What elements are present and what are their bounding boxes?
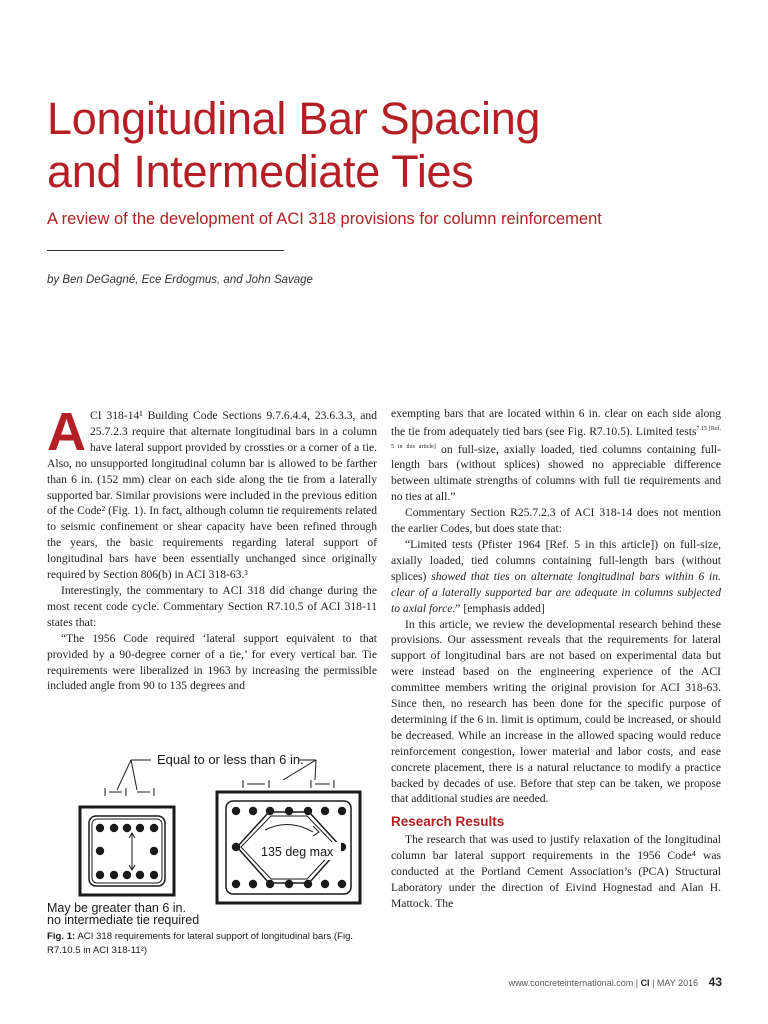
- small-column-section: [80, 807, 174, 895]
- title-divider: [47, 250, 284, 251]
- angle-arc: [265, 824, 313, 832]
- footer-date: MAY 2016: [656, 978, 699, 988]
- title-line-2: and Intermediate Ties: [47, 146, 474, 197]
- rebar-dot: [304, 807, 312, 815]
- intro-paragraph: [47, 402, 377, 583]
- section-heading: Research Results: [391, 814, 505, 830]
- footer-site: www.concreteinternational.com: [508, 978, 634, 988]
- rebar-dot: [232, 843, 240, 851]
- reference-superscript: 7.15 [Ref. 5 in this article]: [391, 425, 721, 450]
- page-footer: www.concreteinternational.com | CI | MAY 2016 43: [508, 975, 722, 989]
- paragraph: Interestingly, the commentary to ACI 318 did change during the most recent code cycle. Commentary Section R7.10.5 of ACI 318-11 states that:: [47, 583, 377, 629]
- page-number: 43: [708, 975, 722, 989]
- figure-label-bottom-1: May be greater than 6 in.: [47, 901, 186, 915]
- article-title: [47, 92, 747, 198]
- figure-label-bottom-2: no intermediate tie required: [47, 913, 200, 927]
- rebar-dot: [321, 807, 329, 815]
- rebar-dot: [338, 807, 346, 815]
- title-line-1: Longitudinal Bar Spacing: [47, 93, 541, 144]
- rebar-dot: [110, 871, 118, 879]
- rebar-dot: [249, 880, 257, 888]
- caption-text: ACI 318 requirements for lateral support of longitudinal bars (Fig. R7.10.5 in ACI 318-11²): [47, 931, 354, 956]
- column-tie-figure: [47, 748, 377, 933]
- rebar-dot: [96, 871, 104, 879]
- rebar-dot: [285, 807, 293, 815]
- paragraph-text: “Limited tests (Pfister 1964 [Ref. 5 in this article]) on full-size, axially loaded, tied columns containing full-length bars (without splices): [391, 537, 721, 583]
- rebar-dot: [285, 880, 293, 888]
- rebar-dot: [136, 871, 144, 879]
- rebar-dot: [266, 880, 274, 888]
- rebar-dot: [150, 847, 158, 855]
- rebar-dot: [249, 807, 257, 815]
- rebar-dot: [110, 824, 118, 832]
- quote-continuation: [391, 406, 721, 505]
- footer-journal: CI: [640, 978, 650, 988]
- caption-label: Fig. 1:: [47, 931, 76, 942]
- paragraph: Commentary Section R25.7.2.3 of ACI 318-14 does not mention the earlier Codes, but does state that:: [391, 506, 721, 536]
- figure-label-angle: 135 deg max: [261, 845, 334, 859]
- article-subtitle: A review of the development of ACI 318 provisions for column reinforcement: [47, 210, 602, 228]
- paragraph-text: exempting bars that are located within 6 in. clear on each side along the tie from adequately tied bars (see Fig. R7.10.5). Limited tests: [391, 407, 721, 438]
- rebar-dot: [136, 824, 144, 832]
- quote-paragraph: [391, 537, 721, 617]
- rebar-dot: [123, 871, 131, 879]
- byline: by Ben DeGagné, Ece Erdogmus, and John Savage: [47, 274, 313, 286]
- paragraph-text: CI 318-14¹ Building Code Sections 9.7.6.4.4, 23.6.3.3, and 25.7.2.3 require that alternate longitudinal bars in a column have lateral support provided by crossties or a corner of a tie. Also, no unsupported longitudinal column bar is allowed to be farther than 6 in. (152 mm) clear on each side along the tie from a laterally supported bar. Similar provisions were included in the previous edition of the Code² (Fig. 1). In fact, although column tie requirements related to seismic confinement or shear capacity have been refined through the years, the basic requirements regarding lateral support of longitudinal bars have been essentially unchanged since originally required by Section 806(b) in ACI 318-63.³: [47, 409, 377, 582]
- rebar-dot: [96, 824, 104, 832]
- rebar-dot: [232, 807, 240, 815]
- rebar-dot: [321, 880, 329, 888]
- figure-label-top: Equal to or less than 6 in.: [157, 752, 304, 767]
- rebar-dot: [150, 824, 158, 832]
- figure-caption: [47, 930, 377, 958]
- dropcap: A: [47, 402, 86, 462]
- emphasized-text: showed that ties on alternate longitudinal bars within 6 in. clear of a laterally supported bar are adequate in columns subjected to axial force.: [391, 569, 721, 615]
- paragraph: The research that was used to justify relaxation of the longitudinal column bar lateral support requirements in the 1956 Code⁴ was conducted at the Portland Cement Association’s (PCA) Structural Laboratory under the direction of Eivind Hognestad and Alan H. Mattock. The: [391, 833, 721, 910]
- left-column: [47, 402, 377, 694]
- paragraph: In this article, we review the developmental research behind these provisions. Our assessment reveals that the requirements for lateral support of longitudinal bars are not based on experimental data but were instead based on the engineering experience of the ACI committee members writing the original provision for ACI 318-63. Since then, no research has been done for the specific purpose of determining if the 6 in. limit is optimum, could be increased, or should be decreased. While an increase in the allowed spacing would reduce reinforcement congestion, lower material and labor costs, and ease concrete placement, there is a natural reluctance to modify a practice backed by decades of use. Before that step can be taken, we propose that additional studies are needed.: [391, 617, 721, 806]
- rebar-dot: [123, 824, 131, 832]
- rebar-dot: [232, 880, 240, 888]
- rebar-dot: [304, 880, 312, 888]
- rebar-dot: [96, 847, 104, 855]
- quote-paragraph: “The 1956 Code required ‘lateral support equivalent to that provided by a 90-degree corner of a tie,’ for every vertical bar. Tie requirements were liberalized in 1963 by increasing the permissible included angle from 90 to 135 degrees and: [47, 631, 377, 693]
- rebar-dot: [266, 807, 274, 815]
- paragraph-text: on full-size, axially loaded, tied columns containing full-length bars (without splices) showed no appreciable difference between ultimate strengths of columns with full tie requirements and no ties at all.”: [391, 442, 722, 504]
- rebar-dot: [338, 880, 346, 888]
- rebar-dot: [150, 871, 158, 879]
- right-column: [391, 406, 721, 912]
- paragraph-text: ” [emphasis added]: [455, 601, 545, 615]
